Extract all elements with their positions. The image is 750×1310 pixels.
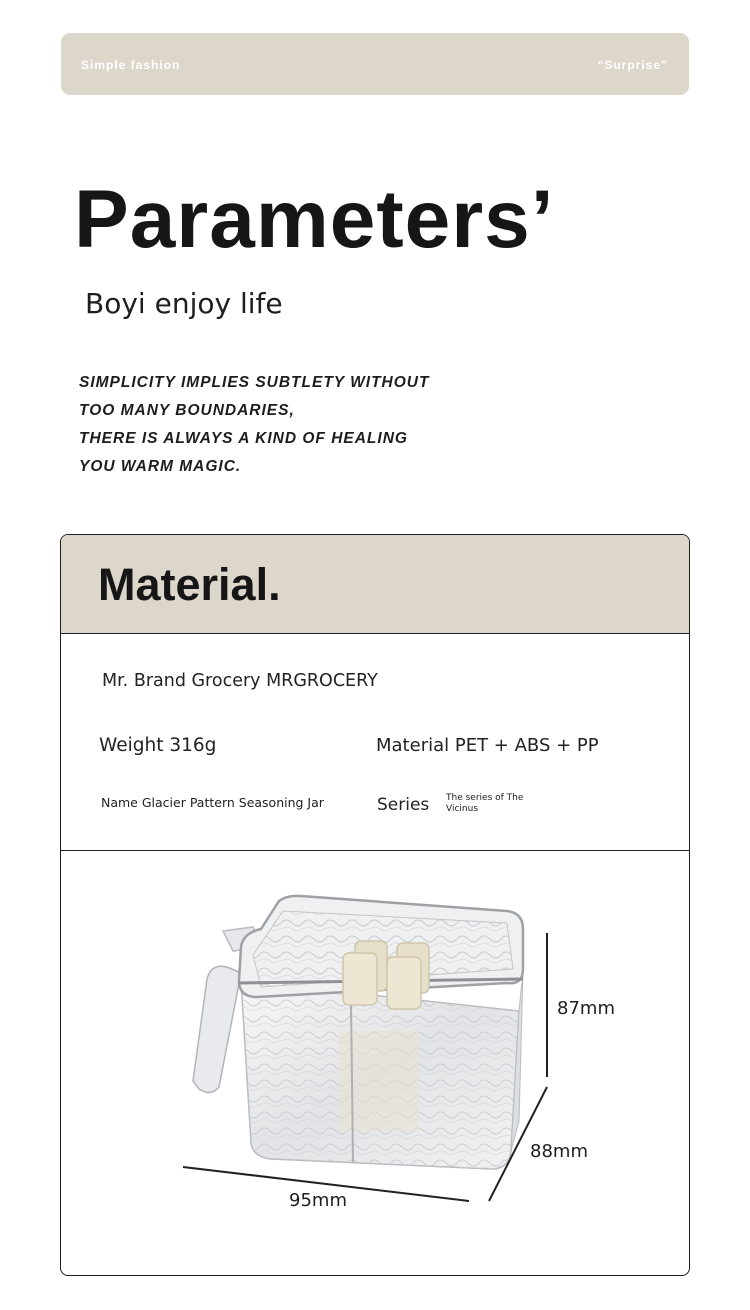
- jar-body: [241, 971, 523, 1169]
- tagline-line: THERE IS ALWAYS A KIND OF HEALING: [79, 430, 408, 447]
- height-dimension-label: 87mm: [557, 998, 615, 1019]
- banner-left-text: Simple fashion: [81, 58, 181, 72]
- product-illustration-area: [61, 851, 689, 1275]
- tagline-line: TOO MANY BOUNDARIES,: [79, 402, 295, 419]
- tagline-line: YOU WARM MAGIC.: [79, 458, 242, 475]
- tagline-line: SIMPLICITY IMPLIES SUBTLETY WITHOUT: [79, 374, 430, 391]
- width-dimension-label: 95mm: [289, 1190, 347, 1211]
- material-spec: Material PET + ABS + PP: [376, 735, 599, 756]
- material-card-header: [61, 535, 689, 634]
- page-subtitle: Boyi enjoy life: [85, 287, 283, 320]
- name-spec: Name Glacier Pattern Seasoning Jar: [101, 795, 324, 810]
- top-banner: [61, 33, 689, 95]
- brand-spec: Mr. Brand Grocery MRGROCERY: [102, 671, 378, 691]
- banner-right-text: “Surprise”: [597, 58, 668, 72]
- material-card: [60, 534, 690, 1276]
- page-title: Parameters’: [74, 174, 555, 265]
- series-label: Series: [377, 795, 430, 815]
- weight-spec: Weight 316g: [99, 735, 217, 756]
- series-value: The series of The Vicinus: [446, 793, 524, 814]
- tagline: [79, 369, 429, 481]
- material-heading: Material.: [98, 559, 281, 610]
- depth-dimension-label: 88mm: [530, 1141, 588, 1162]
- jar-dimension-drawing: [61, 851, 689, 1275]
